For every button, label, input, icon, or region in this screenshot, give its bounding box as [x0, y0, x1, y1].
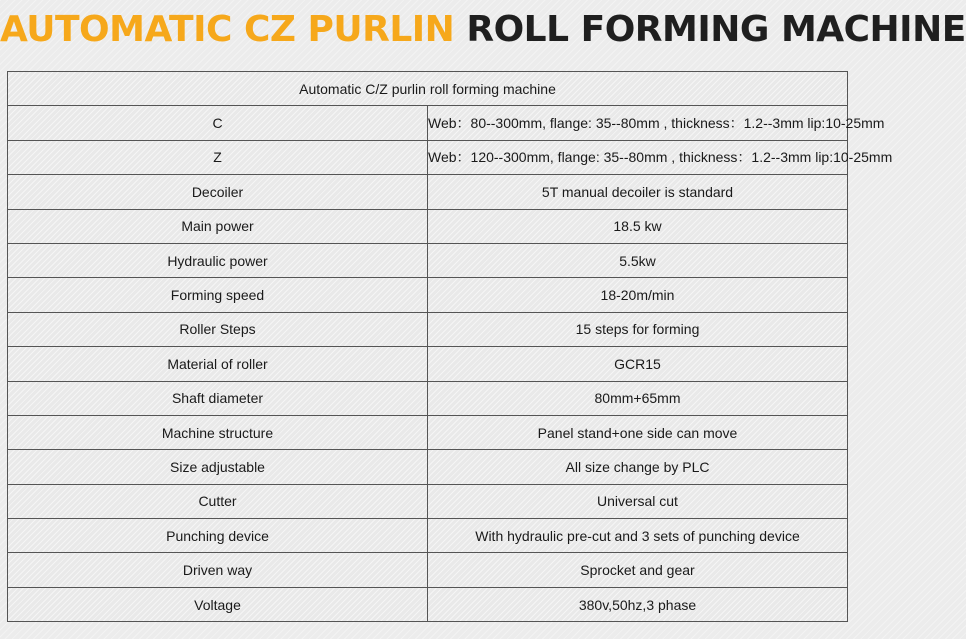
row-label: Roller Steps [8, 312, 428, 346]
table-row [8, 484, 848, 518]
table-row [8, 519, 848, 553]
table-row [8, 587, 848, 621]
row-label: Size adjustable [8, 450, 428, 484]
row-label: Voltage [8, 587, 428, 621]
row-value: 15 steps for forming [428, 312, 848, 346]
page-title [0, 6, 966, 54]
row-label: Main power [8, 209, 428, 243]
row-value: 5.5kw [428, 243, 848, 277]
row-label: Decoiler [8, 175, 428, 209]
table-row [8, 243, 848, 277]
row-label: Z [8, 140, 428, 174]
row-label: Material of roller [8, 347, 428, 381]
row-label: Cutter [8, 484, 428, 518]
row-value: 18-20m/min [428, 278, 848, 312]
row-label: Machine structure [8, 415, 428, 449]
table-header-row [8, 72, 848, 106]
row-label: Driven way [8, 553, 428, 587]
title-accent: AUTOMATIC CZ PURLIN [0, 9, 455, 50]
row-label: Shaft diameter [8, 381, 428, 415]
row-value: Sprocket and gear [428, 553, 848, 587]
table-row [8, 312, 848, 346]
row-value: GCR15 [428, 347, 848, 381]
table-row [8, 450, 848, 484]
row-label: Punching device [8, 519, 428, 553]
table-row [8, 106, 848, 140]
table-header: Automatic C/Z purlin roll forming machine [8, 72, 848, 106]
table-row [8, 209, 848, 243]
table-row [8, 140, 848, 174]
row-value: Web：120--300mm, flange: 35--80mm , thickness：1.2--3mm lip:10-25mm [428, 140, 848, 174]
table-row [8, 175, 848, 209]
row-value: Universal cut [428, 484, 848, 518]
title-dark: ROLL FORMING MACHINE [466, 9, 966, 50]
row-value: Web：80--300mm, flange: 35--80mm , thickness：1.2--3mm lip:10-25mm [428, 106, 848, 140]
row-value: All size change by PLC [428, 450, 848, 484]
row-value: With hydraulic pre-cut and 3 sets of punching device [428, 519, 848, 553]
row-value: Panel stand+one side can move [428, 415, 848, 449]
table-row [8, 381, 848, 415]
row-value: 80mm+65mm [428, 381, 848, 415]
table-row [8, 553, 848, 587]
spec-table [7, 71, 893, 622]
row-value: 5T manual decoiler is standard [428, 175, 848, 209]
row-value: 18.5 kw [428, 209, 848, 243]
row-value: 380v,50hz,3 phase [428, 587, 848, 621]
table-row [8, 415, 848, 449]
table-row [8, 278, 848, 312]
row-label: Forming speed [8, 278, 428, 312]
row-label: Hydraulic power [8, 243, 428, 277]
row-label: C [8, 106, 428, 140]
table-row [8, 347, 848, 381]
